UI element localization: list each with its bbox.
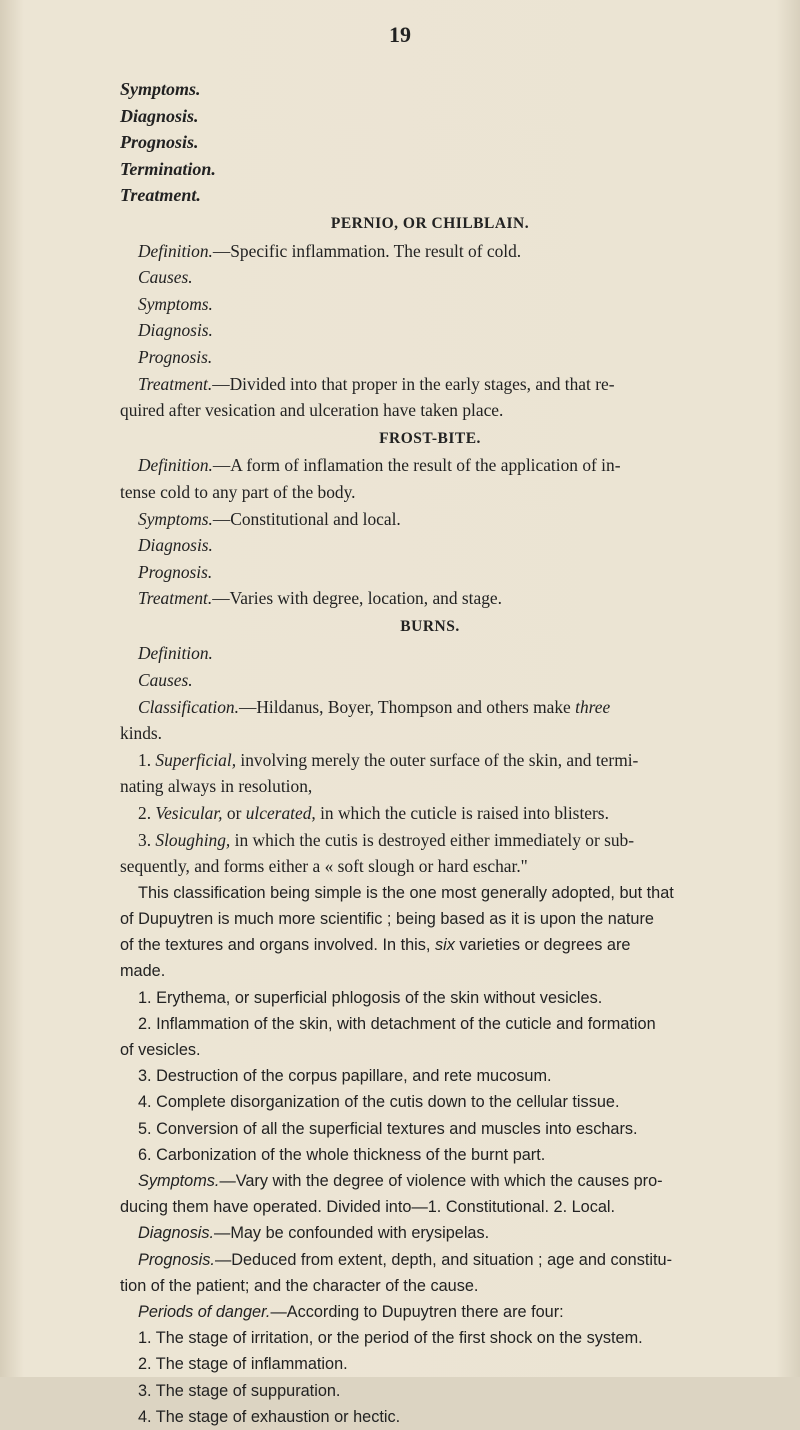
- dupuytren-text-3: of the textures and organs involved. In this, six varieties or degrees are: [120, 936, 631, 955]
- burns-kind-3: 3. Sloughing, in which the cutis is destroyed either immediately or sub-: [138, 829, 635, 850]
- pernio-symptoms: Symptoms.: [138, 293, 213, 314]
- page-number: 19: [389, 22, 411, 47]
- section-heading-burns: BURNS.: [400, 617, 460, 635]
- burns-kind-2: 2. Vesicular, or ulcerated, in which the cuticle is raised into blisters.: [138, 803, 609, 824]
- burns-classification-cont: kinds.: [120, 723, 163, 744]
- period-4: 4. The stage of exhaustion or hectic.: [138, 1407, 401, 1426]
- period-1: 1. The stage of irritation, or the period of the first shock on the system.: [138, 1329, 643, 1348]
- pernio-diagnosis: Diagnosis.: [138, 320, 213, 341]
- burns-prognosis: Prognosis.—Deduced from extent, depth, and situation ; age and constitu-: [138, 1250, 672, 1269]
- dupuytren-text-2: of Dupuytren is much more scientific ; being based as it is upon the nature: [120, 910, 654, 929]
- degree-2-cont: of vesicles.: [120, 1041, 201, 1060]
- degree-4: 4. Complete disorganization of the cutis down to the cellular tissue.: [138, 1093, 620, 1112]
- degree-5: 5. Conversion of all the superficial textures and muscles into eschars.: [138, 1119, 638, 1138]
- heading-treatment: Treatment.: [120, 185, 201, 206]
- burns-diagnosis: Diagnosis.—May be confounded with erysipelas.: [138, 1224, 490, 1243]
- frostbite-definition: Definition.—A form of inflamation the result of the application of in-: [138, 455, 621, 476]
- burns-kind-3-cont: sequently, and forms either a « soft slough or hard eschar.": [120, 856, 528, 877]
- frostbite-diagnosis: Diagnosis.: [138, 535, 213, 556]
- frostbite-definition-cont: tense cold to any part of the body.: [120, 481, 356, 502]
- burns-definition: Definition.: [138, 643, 213, 664]
- burns-kind-1-cont: nating always in resolution,: [120, 776, 313, 797]
- burns-classification: Classification.—Hildanus, Boyer, Thompson and others make three: [138, 696, 611, 717]
- pernio-definition: Definition.—Specific inflammation. The result of cold.: [138, 240, 522, 261]
- burns-causes: Causes.: [138, 670, 193, 691]
- pernio-treatment-cont: quired after vesication and ulceration have taken place.: [120, 400, 504, 421]
- dupuytren-text-4: made.: [120, 962, 166, 981]
- pernio-causes: Causes.: [138, 267, 193, 288]
- degree-3: 3. Destruction of the corpus papillare, and rete mucosum.: [138, 1067, 552, 1086]
- burns-periods: Periods of danger.—According to Dupuytren there are four:: [138, 1303, 564, 1322]
- section-heading-pernio: PERNIO, OR CHILBLAIN.: [330, 214, 530, 232]
- pernio-prognosis: Prognosis.: [138, 346, 213, 367]
- dupuytren-text-1: This classification being simple is the one most generally adopted, but that: [138, 883, 674, 902]
- heading-termination: Termination.: [120, 158, 216, 179]
- heading-symptoms: Symptoms.: [120, 79, 201, 99]
- period-3: 3. The stage of suppuration.: [138, 1381, 341, 1400]
- heading-diagnosis: Diagnosis.: [120, 105, 199, 126]
- heading-prognosis: Prognosis.: [120, 132, 199, 153]
- burns-dupuytren-block: [120, 880, 740, 1430]
- frostbite-symptoms: Symptoms.—Constitutional and local.: [138, 508, 401, 529]
- period-2: 2. The stage of inflammation.: [138, 1355, 348, 1374]
- frostbite-treatment: Treatment.—Varies with degree, location, and stage.: [138, 588, 502, 609]
- burns-symptoms: Symptoms.—Vary with the degree of violence with which the causes pro-: [138, 1172, 663, 1191]
- burns-prognosis-cont: tion of the patient; and the character of the cause.: [120, 1276, 479, 1295]
- degree-2: 2. Inflammation of the skin, with detachment of the cuticle and formation: [138, 1014, 656, 1033]
- pernio-treatment: Treatment.—Divided into that proper in the early stages, and that re-: [138, 373, 615, 394]
- frostbite-prognosis: Prognosis.: [138, 561, 213, 582]
- degree-1: 1. Erythema, or superficial phlogosis of the skin without vesicles.: [138, 988, 603, 1007]
- page-text: [120, 76, 740, 1430]
- degree-6: 6. Carbonization of the whole thickness of the burnt part.: [138, 1145, 546, 1164]
- burns-kind-1: 1. Superficial, involving merely the outer surface of the skin, and termi-: [138, 749, 639, 770]
- section-heading-frostbite: FROST-BITE.: [379, 429, 481, 447]
- burns-symptoms-cont: ducing them have operated. Divided into—1. Constitutional. 2. Local.: [120, 1198, 616, 1217]
